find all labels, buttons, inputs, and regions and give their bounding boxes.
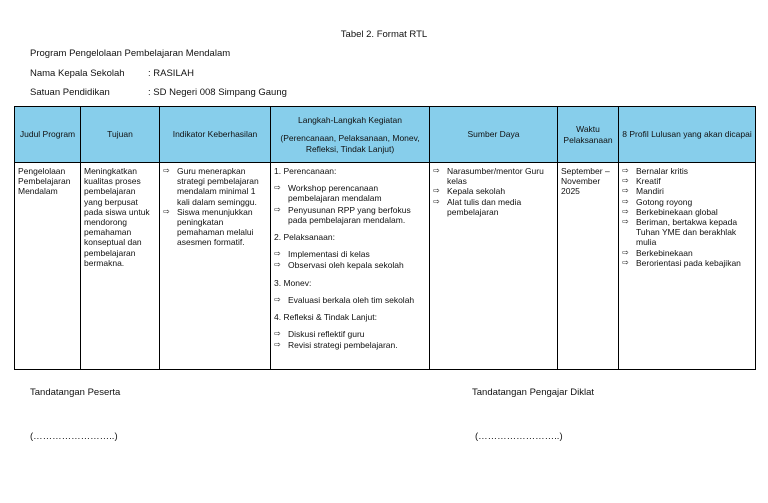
cell-sumber-daya <box>430 163 558 370</box>
document-title: Tabel 2. Format RTL <box>340 29 428 40</box>
signature-peserta-line: (……………………..) <box>30 431 118 442</box>
indikator-item: ⇨ Siswa menunjukkan peningkatan pemahaman melalui asesmen formatif. <box>163 207 267 248</box>
profil-item: ⇨ Berorientasi pada kebajikan <box>622 258 752 268</box>
program-line: Program Pengelolaan Pembelajaran Mendalam <box>30 48 231 59</box>
signature-peserta-label: Tandatangan Peserta <box>30 387 121 398</box>
langkah-item: ⇨ Revisi strategi pembelajaran. <box>274 340 426 350</box>
langkah-section-title: 2. Pelaksanaan: <box>274 231 335 242</box>
langkah-section-title: 4. Refleksi & Tindak Lanjut: <box>274 311 378 322</box>
sumber-item: ⇨ Alat tulis dan media pembelajaran <box>433 197 554 217</box>
signature-pengajar-label: Tandatangan Pengajar Diklat <box>472 387 595 398</box>
signature-pengajar-line: (……………………..) <box>475 431 563 442</box>
langkah-section-title: 3. Monev: <box>274 277 312 288</box>
langkah-item: ⇨ Observasi oleh kepala sekolah <box>274 260 426 270</box>
langkah-item: ⇨ Implementasi di kelas <box>274 249 426 259</box>
cell-judul: Pengelolaan Pembelajaran Mendalam <box>15 163 81 370</box>
satuan-pendidikan-row <box>30 87 287 98</box>
header-langkah <box>271 107 430 163</box>
sumber-item: ⇨ Narasumber/mentor Guru kelas <box>433 166 554 186</box>
kepala-sekolah-label: Nama Kepala Sekolah <box>30 68 125 79</box>
profil-item: ⇨ Berkebinekaan global <box>622 207 752 217</box>
header-langkah-subtitle: (Perencanaan, Pelaksanaan, Monev, Refleksi, Tindak Lanjut) <box>280 133 420 154</box>
header-tujuan: Tujuan <box>81 107 160 163</box>
profil-item: ⇨ Mandiri <box>622 186 752 196</box>
langkah-section-pelaksanaan <box>274 232 426 271</box>
satuan-pendidikan-label: Satuan Pendidikan <box>30 87 110 98</box>
cell-langkah <box>271 163 430 370</box>
header-langkah-title: Langkah-Langkah Kegiatan <box>298 114 402 125</box>
header-indikator: Indikator Keberhasilan <box>160 107 271 163</box>
satuan-pendidikan-value: : SD Negeri 008 Simpang Gaung <box>148 87 287 98</box>
header-profil: 8 Profil Lulusan yang akan dicapai <box>619 107 756 163</box>
profil-item: ⇨ Berkebinekaan <box>622 248 752 258</box>
header-judul-program: Judul Program <box>15 107 81 163</box>
kepala-sekolah-value: : RASILAH <box>148 68 194 79</box>
langkah-section-monev <box>274 278 426 305</box>
profil-item: ⇨ Bernalar kritis <box>622 166 752 176</box>
table-row <box>15 163 756 370</box>
langkah-section-title: 1. Perencanaan: <box>274 166 337 176</box>
langkah-section-perencanaan <box>274 166 426 225</box>
header-sumber-daya: Sumber Daya <box>430 107 558 163</box>
sumber-item: ⇨ Kepala sekolah <box>433 186 554 196</box>
langkah-section-refleksi <box>274 312 426 351</box>
header-waktu: Waktu Pelaksanaan <box>558 107 619 163</box>
langkah-item: ⇨ Workshop perencanaan pembelajaran mendalam <box>274 183 426 203</box>
profil-item: ⇨ Gotong royong <box>622 197 752 207</box>
indikator-item: ⇨ Guru menerapkan strategi pembelajaran mendalam minimal 1 kali dalam seminggu. <box>163 166 267 207</box>
table-header-row <box>15 107 756 163</box>
cell-indikator <box>160 163 271 370</box>
profil-item: ⇨ Kreatif <box>622 176 752 186</box>
profil-item: ⇨ Beriman, bertakwa kepada Tuhan YME dan berakhlak mulia <box>622 217 752 248</box>
rtl-table <box>14 106 756 370</box>
cell-waktu: September – November 2025 <box>558 163 619 370</box>
langkah-item: ⇨ Penyusunan RPP yang berfokus pada pembelajaran mendalam. <box>274 205 426 225</box>
kepala-sekolah-row <box>30 68 194 79</box>
langkah-item: ⇨ Evaluasi berkala oleh tim sekolah <box>274 295 426 305</box>
cell-tujuan: Meningkatkan kualitas proses pembelajaran yang berpusat pada siswa untuk mendorong pemahaman konseptual dan pembelajaran bermakna. <box>81 163 160 370</box>
langkah-item: ⇨ Diskusi reflektif guru <box>274 329 426 339</box>
cell-profil <box>619 163 756 370</box>
